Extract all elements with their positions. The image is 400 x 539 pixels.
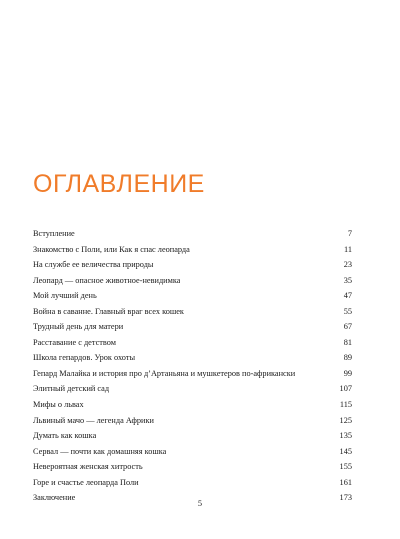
toc-entry[interactable] — [33, 257, 352, 273]
toc-entry[interactable] — [33, 242, 352, 258]
toc-entry-title: Мой лучший день — [33, 291, 97, 301]
toc-entry[interactable] — [33, 273, 352, 289]
toc-entry-title: Гепард Малайка и история про д’Артаньяна и мушкетеров по-африкански — [33, 368, 296, 378]
toc-entry-title: Мифы о львах — [33, 400, 84, 410]
toc-entry[interactable] — [33, 335, 352, 351]
toc-entry-page-number: 107 — [339, 384, 352, 394]
page-number: 5 — [197, 499, 203, 508]
toc-entry-title: Заключение — [33, 493, 76, 503]
toc-entry-title: Невероятная женская хитрость — [33, 462, 143, 472]
toc-entry-page-number: 145 — [339, 446, 352, 456]
toc-entry-page-number: 23 — [343, 260, 352, 270]
toc-entry-page-number: 35 — [343, 275, 352, 285]
toc-entry-title: Элитный детский сад — [33, 384, 110, 394]
toc-entry[interactable] — [33, 428, 352, 444]
toc-entry[interactable] — [33, 304, 352, 320]
toc-entry[interactable] — [33, 288, 352, 304]
toc-heading: ОГЛАВЛЕНИЕ — [33, 170, 205, 198]
toc-entry[interactable] — [33, 444, 352, 460]
toc-entry-title: Горе и счастье леопарда Поли — [33, 477, 139, 487]
toc-entry-page-number: 173 — [339, 493, 352, 503]
toc-entry-title: Расставание с детством — [33, 337, 116, 347]
toc-entry-page-number: 7 — [347, 229, 352, 238]
toc-entry-title: Война в саванне. Главный враг всех кошек — [33, 306, 184, 316]
toc-entry-page-number: 67 — [343, 322, 352, 332]
toc-entry-page-number: 11 — [344, 244, 352, 254]
toc-list — [33, 226, 352, 506]
toc-entry[interactable] — [33, 366, 352, 382]
toc-entry-title: Думать как кошка — [33, 431, 97, 441]
toc-entry[interactable] — [33, 319, 352, 335]
toc-entry[interactable] — [33, 459, 352, 475]
toc-entry[interactable] — [33, 397, 352, 413]
toc-entry-page-number: 55 — [343, 306, 352, 316]
toc-entry-title: Леопард — опасное животное-невидимка — [33, 275, 181, 285]
toc-entry-page-number: 155 — [339, 462, 352, 472]
toc-entry-title: Львиный мачо — легенда Африки — [33, 415, 154, 425]
toc-entry-title: На службе ее величества природы — [33, 260, 154, 270]
toc-entry-page-number: 99 — [343, 368, 352, 378]
toc-entry-page-number: 115 — [339, 400, 352, 410]
toc-entry-title: Трудный день для матери — [33, 322, 124, 332]
toc-entry-page-number: 47 — [343, 291, 352, 301]
toc-entry-page-number: 89 — [343, 353, 352, 363]
toc-entry-page-number: 81 — [343, 337, 352, 347]
toc-entry[interactable] — [33, 475, 352, 491]
toc-entry[interactable] — [33, 381, 352, 397]
toc-entry-title: Школа гепардов. Урок охоты — [33, 353, 136, 363]
toc-entry-title: Сервал — почти как домашняя кошка — [33, 446, 167, 456]
toc-entry[interactable] — [33, 413, 352, 429]
toc-entry-title: Знакомство с Поли, или Как я спас леопарда — [33, 244, 190, 254]
toc-entry-page-number: 135 — [339, 431, 352, 441]
toc-entry[interactable] — [33, 350, 352, 366]
toc-entry-page-number: 125 — [339, 415, 352, 425]
toc-entry-page-number: 161 — [339, 477, 352, 487]
toc-entry-title: Вступление — [33, 229, 75, 238]
toc-entry[interactable] — [33, 226, 352, 242]
